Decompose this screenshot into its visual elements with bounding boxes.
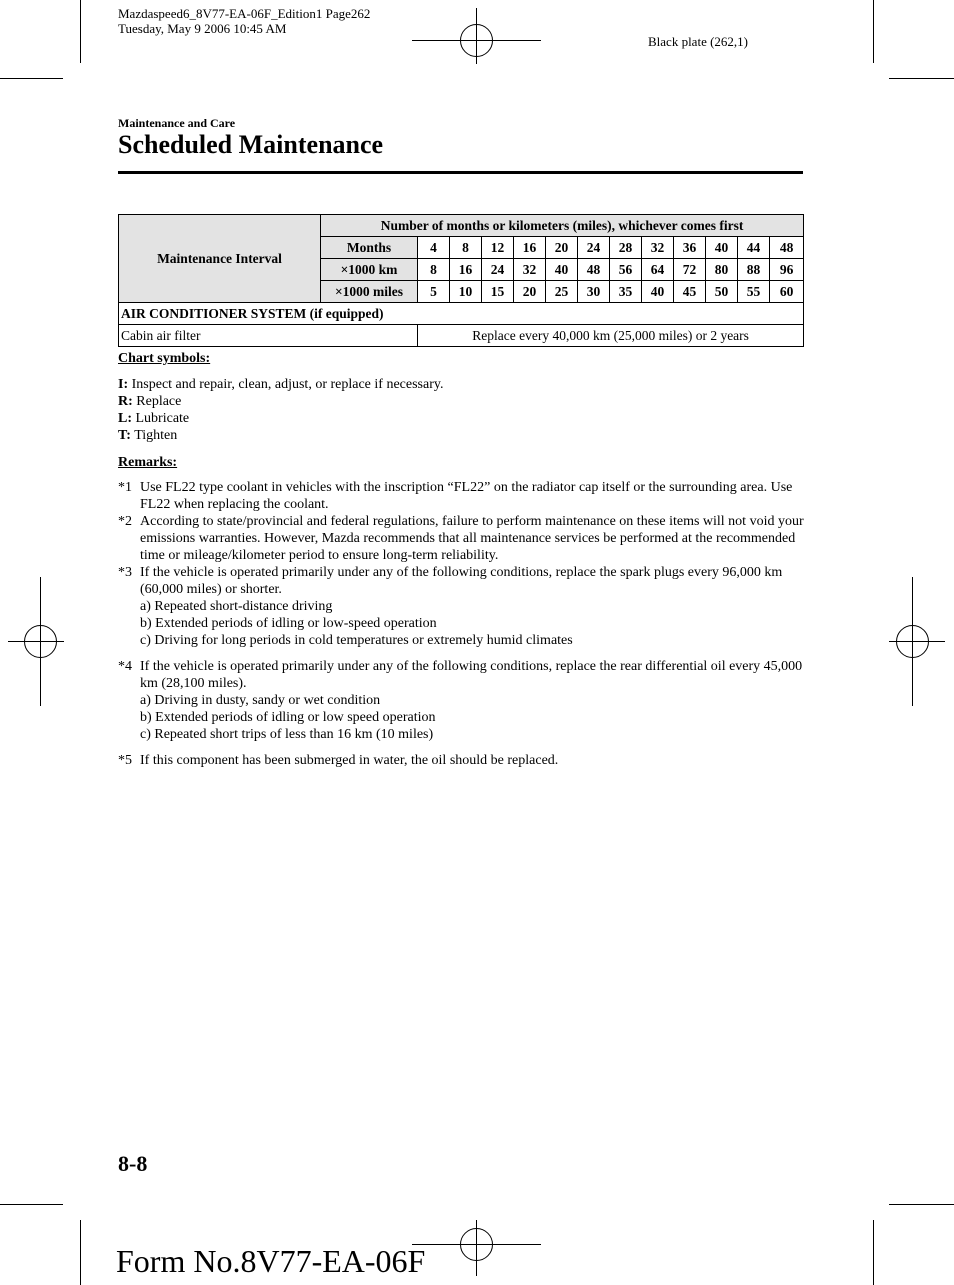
cell: 48 (578, 259, 610, 281)
crop-mark (873, 1220, 874, 1285)
cell: 40 (706, 237, 738, 259)
item-value: Replace every 40,000 km (25,000 miles) or 2 years (418, 325, 804, 347)
chart-symbols-list (118, 376, 443, 444)
cell: 4 (418, 237, 450, 259)
symbol-key: I: (118, 377, 129, 392)
section-row-label: AIR CONDITIONER SYSTEM (if equipped) (119, 303, 804, 325)
cell: 5 (418, 281, 450, 303)
cell: 35 (610, 281, 642, 303)
cell: 45 (674, 281, 706, 303)
cell: 56 (610, 259, 642, 281)
symbol-text: Lubricate (132, 411, 190, 426)
table-item-row (119, 325, 804, 347)
row-label: ×1000 km (321, 259, 418, 281)
remark-text: If the vehicle is operated primarily under any of the following conditions, replace the spark plugs every 96,000 km (60,000 miles) or shorter. (140, 565, 783, 597)
remark-3-sub-a: a) Repeated short-distance driving (140, 599, 333, 614)
crop-mark (889, 78, 954, 79)
cell: 48 (770, 237, 804, 259)
symbol-item (118, 376, 443, 393)
remark-text: If this component has been submerged in water, the oil should be replaced. (140, 753, 559, 768)
crop-mark (80, 1220, 81, 1285)
row-label: Months (321, 237, 418, 259)
remark-4-sub-a: a) Driving in dusty, sandy or wet condition (140, 693, 381, 708)
symbol-key: T: (118, 428, 131, 443)
cell: 64 (642, 259, 674, 281)
remark-1 (118, 479, 808, 513)
remark-number: *2 (118, 514, 132, 529)
cell: 32 (642, 237, 674, 259)
plate-label: Black plate (262,1) (648, 34, 748, 49)
remark-text: Use FL22 type coolant in vehicles with the inscription “FL22” on the radiator cap itself or the surrounding area. Use FL22 when replacing the coolant. (140, 480, 793, 512)
remark-3-sub-c: c) Driving for long periods in cold temperatures or extremely humid climates (140, 633, 573, 648)
interval-group-header: Number of months or kilometers (miles), whichever comes first (321, 215, 804, 237)
symbol-item (118, 393, 443, 410)
title-rule (118, 171, 803, 174)
symbol-text: Replace (132, 394, 182, 409)
cell: 40 (546, 259, 578, 281)
cell: 88 (738, 259, 770, 281)
cell: 60 (770, 281, 804, 303)
maintenance-table (118, 214, 804, 347)
cell: 10 (450, 281, 482, 303)
symbol-text: Tighten (130, 428, 178, 443)
chart-symbols-heading: Chart symbols: (118, 351, 211, 366)
remark-4-sub-c: c) Repeated short trips of less than 16 km (10 miles) (140, 727, 434, 742)
symbol-item (118, 410, 443, 427)
remark-4-sub-b: b) Extended periods of idling or low speed operation (140, 710, 436, 725)
remarks-heading: Remarks: (118, 455, 178, 470)
cell: 28 (610, 237, 642, 259)
cell: 24 (482, 259, 514, 281)
crop-mark (80, 0, 81, 63)
cell: 40 (642, 281, 674, 303)
cell: 80 (706, 259, 738, 281)
cell: 16 (514, 237, 546, 259)
form-number: Form No.8V77-EA-06F (116, 1243, 426, 1279)
cell: 12 (482, 237, 514, 259)
remark-number: *5 (118, 753, 132, 768)
symbol-key: R: (118, 394, 133, 409)
cell: 20 (514, 281, 546, 303)
cell: 44 (738, 237, 770, 259)
symbol-item (118, 427, 443, 444)
cell: 20 (546, 237, 578, 259)
cell: 96 (770, 259, 804, 281)
cell: 36 (674, 237, 706, 259)
remark-5 (118, 752, 808, 769)
cell: 16 (450, 259, 482, 281)
print-header-date: Tuesday, May 9 2006 10:45 AM (118, 21, 287, 36)
remark-text: If the vehicle is operated primarily under any of the following conditions, replace the rear differential oil every 45,000 km (28,100 miles). (140, 659, 803, 691)
item-label: Cabin air filter (119, 325, 418, 347)
cell: 55 (738, 281, 770, 303)
symbol-text: Inspect and repair, clean, adjust, or replace if necessary. (128, 377, 444, 392)
cell: 50 (706, 281, 738, 303)
row-label: ×1000 miles (321, 281, 418, 303)
cell: 32 (514, 259, 546, 281)
cell: 72 (674, 259, 706, 281)
remark-number: *4 (118, 659, 132, 674)
print-header (118, 6, 370, 36)
crop-mark (0, 1204, 63, 1205)
symbol-key: L: (118, 411, 132, 426)
remark-text: According to state/provincial and federal regulations, failure to perform maintenance on these items will not void your emissions warranties. However, Mazda recommends that all maintenance services be performed at the recommended time or mileage/kilometer period to ensure long-term reliability. (140, 514, 804, 563)
remark-3-sub-b: b) Extended periods of idling or low-speed operation (140, 616, 437, 631)
remark-4 (118, 658, 808, 692)
page-title: Scheduled Maintenance (118, 130, 384, 159)
cell: 8 (418, 259, 450, 281)
remark-2 (118, 513, 808, 564)
crop-mark (0, 78, 63, 79)
crop-mark (889, 1204, 954, 1205)
cell: 8 (450, 237, 482, 259)
section-label: Maintenance and Care (118, 116, 236, 130)
maintenance-interval-header: Maintenance Interval (119, 215, 321, 303)
remark-number: *1 (118, 480, 132, 495)
print-header-file: Mazdaspeed6_8V77-EA-06F_Edition1 Page262 (118, 6, 371, 21)
remark-number: *3 (118, 565, 132, 580)
cell: 25 (546, 281, 578, 303)
remark-3 (118, 564, 808, 598)
cell: 15 (482, 281, 514, 303)
crop-mark (873, 0, 874, 63)
cell: 30 (578, 281, 610, 303)
page-number: 8-8 (118, 1151, 148, 1176)
table-section-row (119, 303, 804, 325)
cell: 24 (578, 237, 610, 259)
